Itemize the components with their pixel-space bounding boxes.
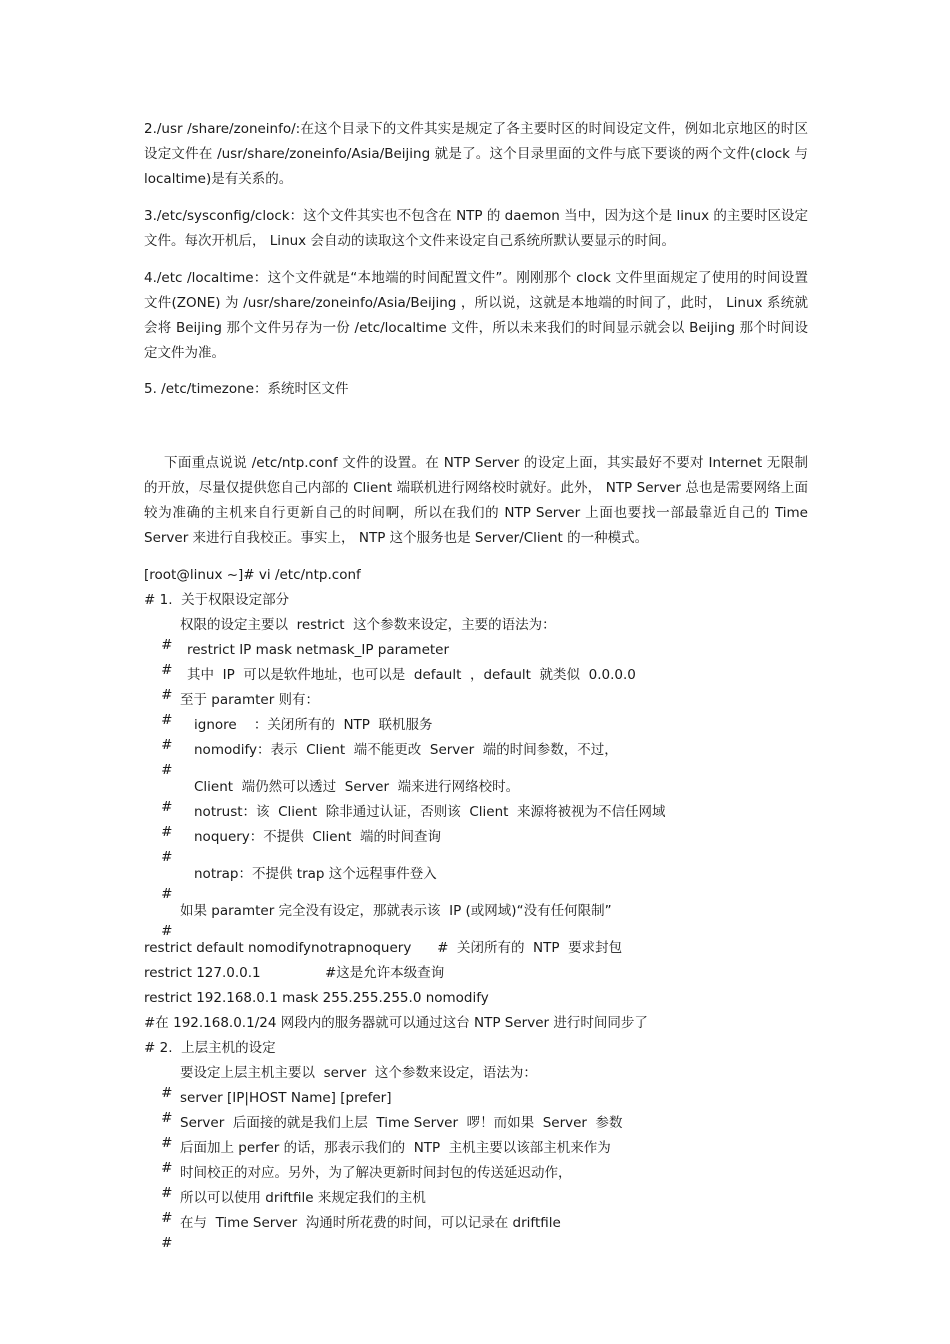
paragraph-usr-share-zoneinfo: 2./usr /share/zoneinfo/:在这个目录下的文件其实是规定了各主要时区的时间设定文件，例如北京地区的时区设定文件在 /usr/share/zoneinfo/Asia/Beijing 就是了。这个目录里面的文件与底下要谈的两个文件(clock 与 localtime)是有关系的。: [144, 121, 808, 187]
paragraph-ntp-conf-intro: 下面重点说说 /etc/ntp.conf 文件的设置。在 NTP Server 的设定上面，其实最好不要对 Internet 无限制的开放，尽量仅提供您自己内部的 Client 端联机进行网络校时就好。此外， NTP Server 总也是需要网络上面较为准确的主机来自行更新自己的时间啊，所以在我们的 NTP Server 上面也要找一部最靠近自己的 Time Server 来进行自我校正。事实上， NTP 这个服务也是 Server/Client 的一种模式。: [144, 455, 808, 546]
comment-hash: #: [161, 923, 173, 939]
restrict-default-line: restrict default nomodifynotrapnoquery # 关闭所有的 NTP 要求封包: [144, 940, 623, 956]
shell-prompt-line: [root@linux ~]# vi /etc/ntp.conf: [144, 567, 361, 583]
comment-hash: #: [161, 662, 173, 678]
comment-hash: #: [161, 762, 173, 778]
comment-text: ignore ：关闭所有的 NTP 联机服务: [194, 717, 433, 733]
comment-hash: #: [161, 687, 173, 703]
config-section-1-heading: # 1. 关于权限设定部分: [144, 592, 290, 608]
comment-hash: #: [161, 1160, 173, 1176]
comment-text: restrict IP mask netmask_IP parameter: [187, 642, 450, 658]
comment-text: 在与 Time Server 沟通时所花费的时间，可以记录在 driftfile: [180, 1215, 561, 1231]
comment-hash: #: [161, 799, 173, 815]
comment-hash: #: [161, 1085, 173, 1101]
comment-hash: #: [161, 1135, 173, 1151]
comment-hash: #: [161, 1210, 173, 1226]
comment-hash: #: [161, 849, 173, 865]
comment-hash: #: [161, 712, 173, 728]
paragraph-sysconfig-clock: 3./etc/sysconfig/clock：这个文件其实也不包含在 NTP 的 daemon 当中，因为这个是 linux 的主要时区设定文件。每次开机后， Linux 会自动的读取这个文件来设定自己系统所默认要显示的时间。: [144, 208, 808, 249]
comment-text: 如果 paramter 完全没有设定，那就表示该 IP (或网域)“没有任何限制”: [180, 903, 612, 919]
config-comment-line: [144, 1213, 561, 1273]
comment-text: Client 端仍然可以透过 Server 端来进行网络校时。: [194, 779, 520, 795]
config-section-2-heading: # 2. 上层主机的设定: [144, 1040, 276, 1056]
paragraph-etc-localtime: 4./etc /localtime：这个文件就是“本地端的时间配置文件”。刚刚那个 clock 文件里面规定了使用的时间设置文件(ZONE) 为 /usr/share/zoneinfo/Asia/Beijing ，所以说，这就是本地端的时间了，此时， Linux 系统就会将 Beijing 那个文件另存为一份 /etc/localtime 文件，所以未来我们的时间显示就会以 Beijing 那个时间设定文件为准。: [144, 270, 808, 361]
comment-text: notrap：不提供 trap 这个远程事件登入: [194, 866, 437, 882]
comment-hash: #: [161, 637, 173, 653]
comment-text: 所以可以使用 driftfile 来规定我们的主机: [180, 1190, 426, 1206]
comment-text: 时间校正的对应。另外，为了解决更新时间封包的传送延迟动作，: [180, 1165, 572, 1181]
comment-hash: #: [161, 1235, 173, 1251]
comment-hash: #: [161, 1185, 173, 1201]
restrict-lan-line: restrict 192.168.0.1 mask 255.255.255.0 nomodify: [144, 990, 489, 1006]
comment-hash: #: [161, 1110, 173, 1126]
comment-text: 后面加上 perfer 的话，那表示我们的 NTP 主机主要以该部主机来作为: [180, 1140, 611, 1156]
comment-text: 权限的设定主要以 restrict 这个参数来设定，主要的语法为：: [180, 617, 556, 633]
restrict-lan-comment: #在 192.168.0.1/24 网段内的服务器就可以通过这台 NTP Server 进行时间同步了: [144, 1015, 648, 1031]
comment-hash: #: [161, 737, 173, 753]
comment-text: 要设定上层主机主要以 server 这个参数来设定，语法为：: [180, 1065, 537, 1081]
comment-hash: #: [161, 824, 173, 840]
paragraph-etc-timezone: 5. /etc/timezone：系统时区文件: [144, 381, 349, 397]
restrict-localhost-line: restrict 127.0.0.1 #这是允许本级查询: [144, 965, 445, 981]
comment-text: server [IP|HOST Name] [prefer]: [180, 1090, 392, 1106]
comment-text: nomodify：表示 Client 端不能更改 Server 端的时间参数，不过，: [194, 742, 618, 758]
comment-text: 其中 IP 可以是软件地址，也可以是 default ，default 就类似 0.0.0.0: [187, 667, 636, 683]
comment-text: noquery：不提供 Client 端的时间查询: [194, 829, 442, 845]
comment-text: 至于 paramter 则有：: [180, 692, 320, 708]
comment-text: notrust：该 Client 除非通过认证，否则该 Client 来源将被视为不信任网域: [194, 804, 666, 820]
comment-hash: #: [161, 886, 173, 902]
comment-text: Server 后面接的就是我们上层 Time Server 啰！而如果 Server 参数: [180, 1115, 623, 1131]
